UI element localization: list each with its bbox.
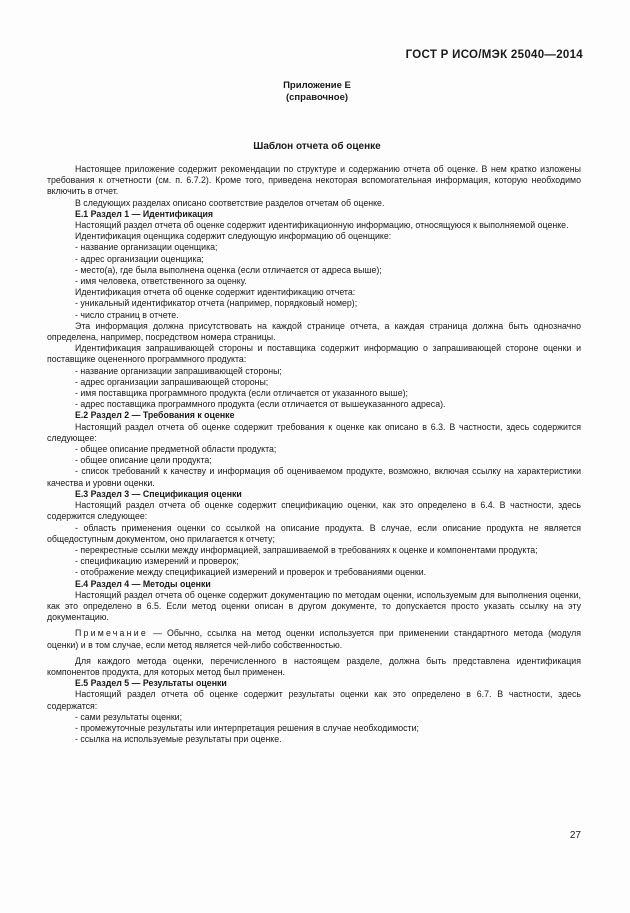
paragraph: Настоящий раздел отчета об оценке содержит результаты оценки как это определено в 6.7. В частности, здесь содержатся:	[47, 689, 581, 711]
list-item: - адрес организации оценщика;	[75, 253, 204, 264]
list-item: - перекрестные ссылки между информацией, запрашиваемой в требованиях к оценке и компонентами продукта;	[75, 544, 538, 555]
list-item: - уникальный идентификатор отчета (например, порядковый номер);	[75, 298, 358, 309]
section-heading-e1: Е.1 Раздел 1 — Идентификация	[75, 208, 214, 219]
list-item: - спецификацию измерений и проверок;	[75, 556, 239, 567]
list-item: - название организации оценщика;	[75, 242, 218, 253]
paragraph: Идентификация отчета об оценке содержит идентификацию отчета:	[75, 287, 356, 298]
paragraph: Идентификация запрашивающей стороны и поставщика содержит информацию о запрашивающей стороне оценки и поставщике оцененного программного продукта:	[47, 343, 581, 365]
list-item: - адрес поставщика программного продукта (если отличается от вышеуказанного адреса).	[75, 399, 446, 410]
section-heading-e2: Е.2 Раздел 2 — Требования к оценке	[75, 410, 235, 421]
section-heading-e3: Е.3 Раздел 3 — Спецификация оценки	[75, 488, 242, 499]
page-title: Шаблон отчета об оценке	[253, 141, 381, 152]
document-code: ГОСТ Р ИСО/МЭК 25040—2014	[405, 49, 583, 61]
paragraph: Настоящий раздел отчета об оценке содержит требования к оценке как описано в 6.3. В частности, здесь содержится следующее:	[47, 421, 581, 443]
paragraph: В следующих разделах описано соответствие разделов отчетам об оценке.	[75, 197, 385, 208]
list-item: - список требований к качеству и информация об оцениваемом продукте, возможно, включая ссылку на характеристики качества и уровни оценки.	[47, 466, 581, 488]
list-item: - имя человека, ответственного за оценку.	[75, 276, 247, 287]
list-item: - имя поставщика программного продукта (если отличается от указанного выше);	[75, 388, 408, 399]
note-text: — Обычно, ссылка на метод оценки используется при применении стандартного метода (модуля оценки) и в том случае, если метод является чей-либо собственностью.	[47, 628, 581, 650]
list-item: - общее описание цели продукта;	[75, 455, 212, 466]
paragraph: Настоящий раздел отчета об оценке содержит документацию по методам оценки, используемым для выполнения оценки, как это определено в 6.5. Если метод оценки описан в другом документе, то допускается просто указать ссылку на эту документацию.	[47, 589, 581, 623]
paragraph: Настоящий раздел отчета об оценке содержит идентификационную информацию, относящуюся к выполняемой оценке.	[75, 220, 569, 231]
note	[47, 628, 581, 650]
note-label: Примечание	[75, 628, 148, 639]
section-heading-e5: Е.5 Раздел 5 — Результаты оценки	[75, 678, 227, 689]
list-item: - адрес организации запрашивающей стороны;	[75, 376, 269, 387]
list-item: - название организации запрашивающей стороны;	[75, 365, 282, 376]
list-item: - место(а), где была выполнена оценка (если отличается от адреса выше);	[75, 264, 382, 275]
paragraph: Настоящий раздел отчета об оценке содержит спецификацию оценки, как это определено в 6.4. В частности, здесь содержится следующее:	[47, 500, 581, 522]
paragraph: Эта информация должна присутствовать на каждой странице отчета, а каждая страница должна быть однозначно определена, например, посредством номера страницы.	[47, 320, 581, 343]
paragraph: Идентификация оценщика содержит следующую информацию об оценщике:	[75, 231, 392, 242]
document-body	[47, 164, 581, 745]
appendix-heading	[0, 80, 630, 104]
list-item: - отображение между спецификацией измерений и проверок и требованиями оценки.	[75, 567, 427, 578]
paragraph: Настоящее приложение содержит рекомендации по структуре и содержанию отчета об оценке. В нем кратко изложены требования к отчетности (см. п. 6.7.2). Кроме того, приведена некоторая вспомогательная информация, которую необходимо включить в отчет.	[47, 164, 581, 197]
appendix-subtitle: (справочное)	[285, 92, 349, 103]
list-item: - ссылка на используемые результаты при оценке.	[75, 734, 282, 745]
list-item: - область применения оценки со ссылкой на описание продукта. В случае, если описание продукта не является общедоступным документом, оно прилагается к отчету;	[47, 522, 581, 544]
list-item: - промежуточные результаты или интерпретация решения в случае необходимости;	[75, 722, 419, 733]
list-item: - сами результаты оценки;	[75, 711, 183, 722]
paragraph: Для каждого метода оценки, перечисленного в настоящем разделе, должна быть представлена идентификация компонентов продукта, для которых метод был применен.	[47, 655, 581, 677]
appendix-title: Приложение Е	[283, 80, 351, 91]
page-number: 27	[569, 830, 581, 841]
list-item: - число страниц в отчете.	[75, 309, 179, 320]
section-heading-e4: Е.4 Раздел 4 — Методы оценки	[75, 578, 211, 589]
list-item: - общее описание предметной области продукта;	[75, 444, 277, 455]
